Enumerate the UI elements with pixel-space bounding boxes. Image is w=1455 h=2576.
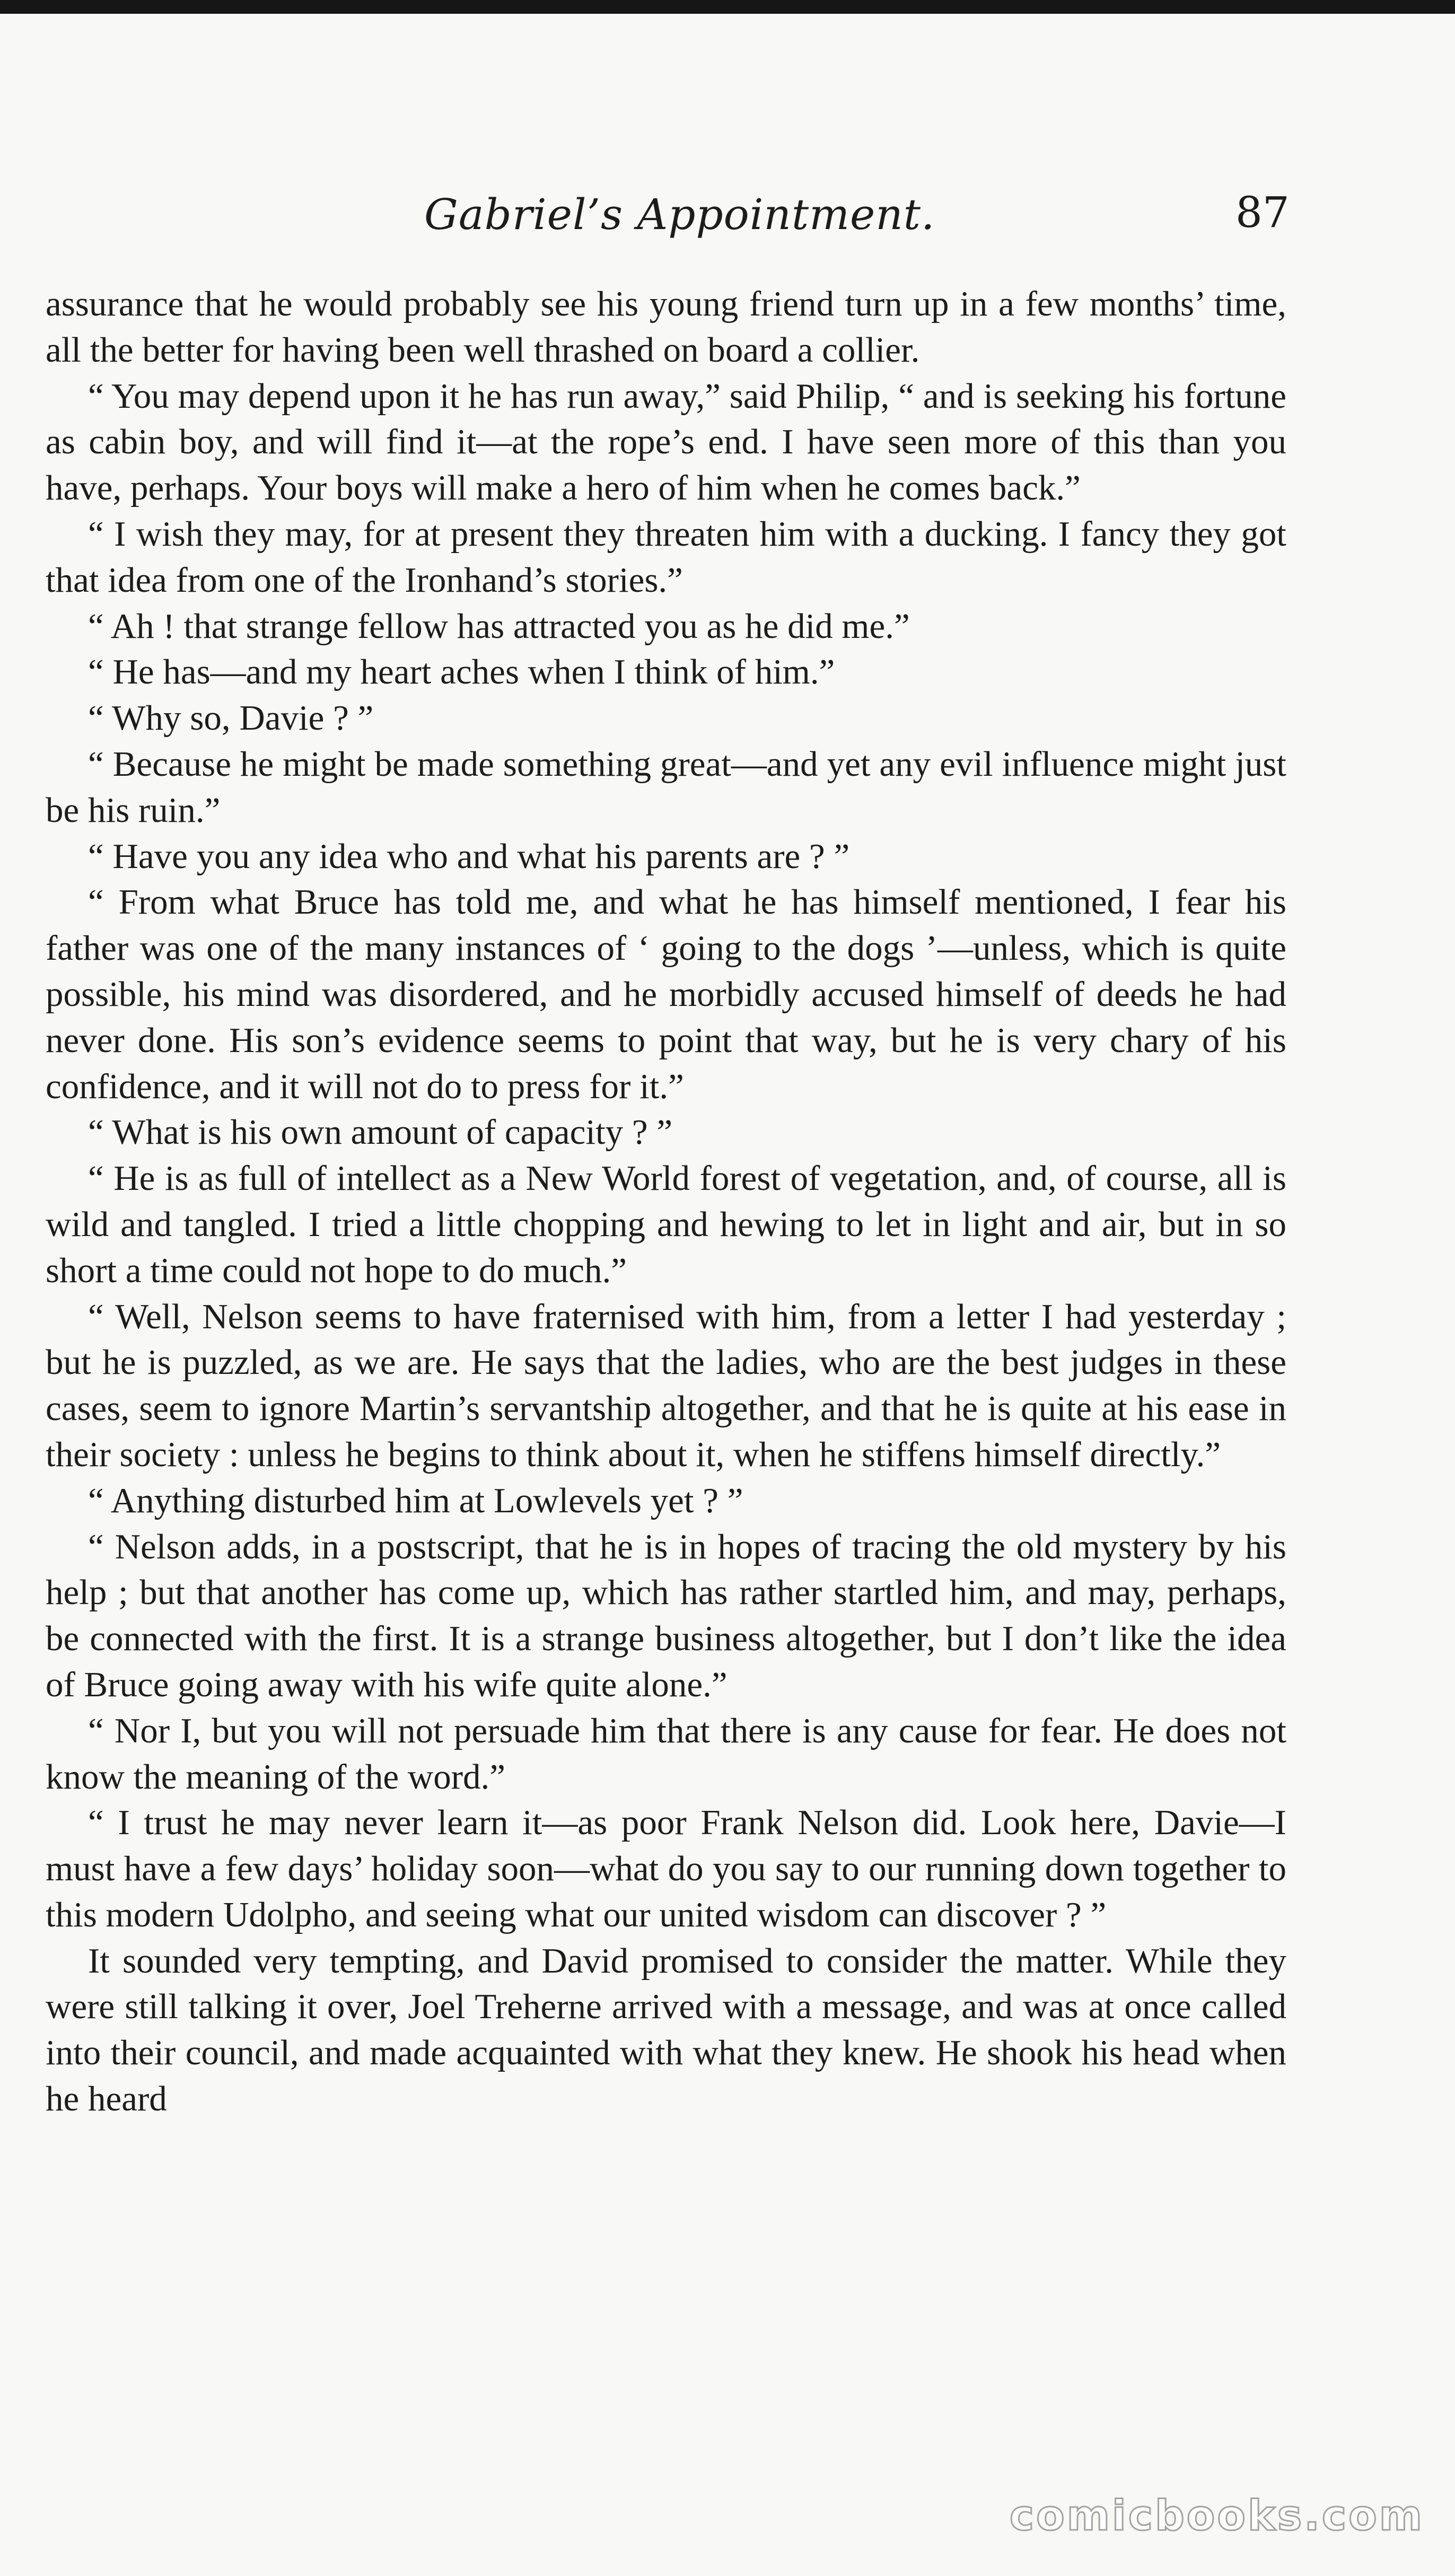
page-header (0, 190, 1455, 248)
paragraph: “ Have you any idea who and what his parents are ? ” (88, 836, 850, 876)
paragraph: “ He is as full of intellect as a New World forest of vegetation, and, of course, all is wild and tangled. I tried a little chopping and hewing to let in light and air, but in so short a time could not hope to do much.” (46, 1159, 1286, 1290)
paragraph: “ Nelson adds, in a postscript, that he is in hopes of tracing the old mystery by his help ; but that another has come up, which has rather startled him, and may, perhaps, be connected with the first. It is a strange business altogether, but I don’t like the idea of Bruce going away with his wife quite alone.” (46, 1527, 1286, 1704)
paragraph: “ Nor I, but you will not persuade him that there is any cause for fear. He does not know the meaning of the word.” (46, 1711, 1286, 1797)
paragraph: “ Ah ! that strange fellow has attracted you as he did me.” (88, 606, 910, 646)
scan-top-border (0, 0, 1455, 14)
paragraph: assurance that he would probably see his young friend turn up in a few months’ time, all the better for having been well thrashed on board a collier. (46, 284, 1286, 370)
paragraph: “ He has—and my heart aches when I think of him.” (88, 652, 835, 692)
paragraph: “ From what Bruce has told me, and what he has himself mentioned, I fear his father was one of the many instances of ‘ going to the dogs ’—unless, which is quite possible, his mind was disordered, and he morbidly accused himself of deeds he had never done. His son’s evidence seems to point that way, but he is very chary of his confidence, and it will not do to press for it.” (46, 882, 1286, 1106)
paragraph: “ I trust he may never learn it—as poor Frank Nelson did. Look here, Davie—I must have a few days’ holiday soon—what do you say to our running down together to this modern Udolpho, and seeing what our united wisdom can discover ? ” (46, 1803, 1286, 1934)
paragraph: “ Well, Nelson seems to have fraternised with him, from a letter I had yesterday ; but he is puzzled, as we are. He says that the ladies, who are the best judges in these cases, seem to ignore Martin’s servantship altogether, and that he is quite at his ease in their society : unless he begins to think about it, when he stiffens himself directly.” (46, 1296, 1286, 1474)
page-number: 87 (1235, 188, 1290, 237)
paragraph: “ You may depend upon it he has run away,” said Philip, “ and is seeking his fortune as cabin boy, and will find it—at the rope’s end. I have seen more of this than you have, perhaps. Your boys will make a hero of him when he comes back.” (46, 376, 1286, 508)
paragraph: “ Because he might be made something great—and yet any evil influence might just be his ruin.” (46, 744, 1286, 830)
paragraph: “ What is his own amount of capacity ? ” (88, 1112, 673, 1152)
watermark-logo: comicbooks.com (1009, 2492, 1424, 2540)
paragraph: “ I wish they may, for at present they threaten him with a ducking. I fancy they got that idea from one of the Ironhand’s stories.” (46, 514, 1286, 600)
body-text (46, 281, 1286, 2122)
paragraph: “ Why so, Davie ? ” (88, 698, 374, 738)
paragraph: It sounded very tempting, and David promised to consider the matter. While they were still talking it over, Joel Treherne arrived with a message, and was at once called into their council, and made acquainted with what they knew. He shook his head when he heard (46, 1941, 1286, 2119)
running-title: Gabriel’s Appointment. (424, 190, 935, 239)
paragraph: “ Anything disturbed him at Lowlevels yet ? ” (88, 1480, 743, 1520)
